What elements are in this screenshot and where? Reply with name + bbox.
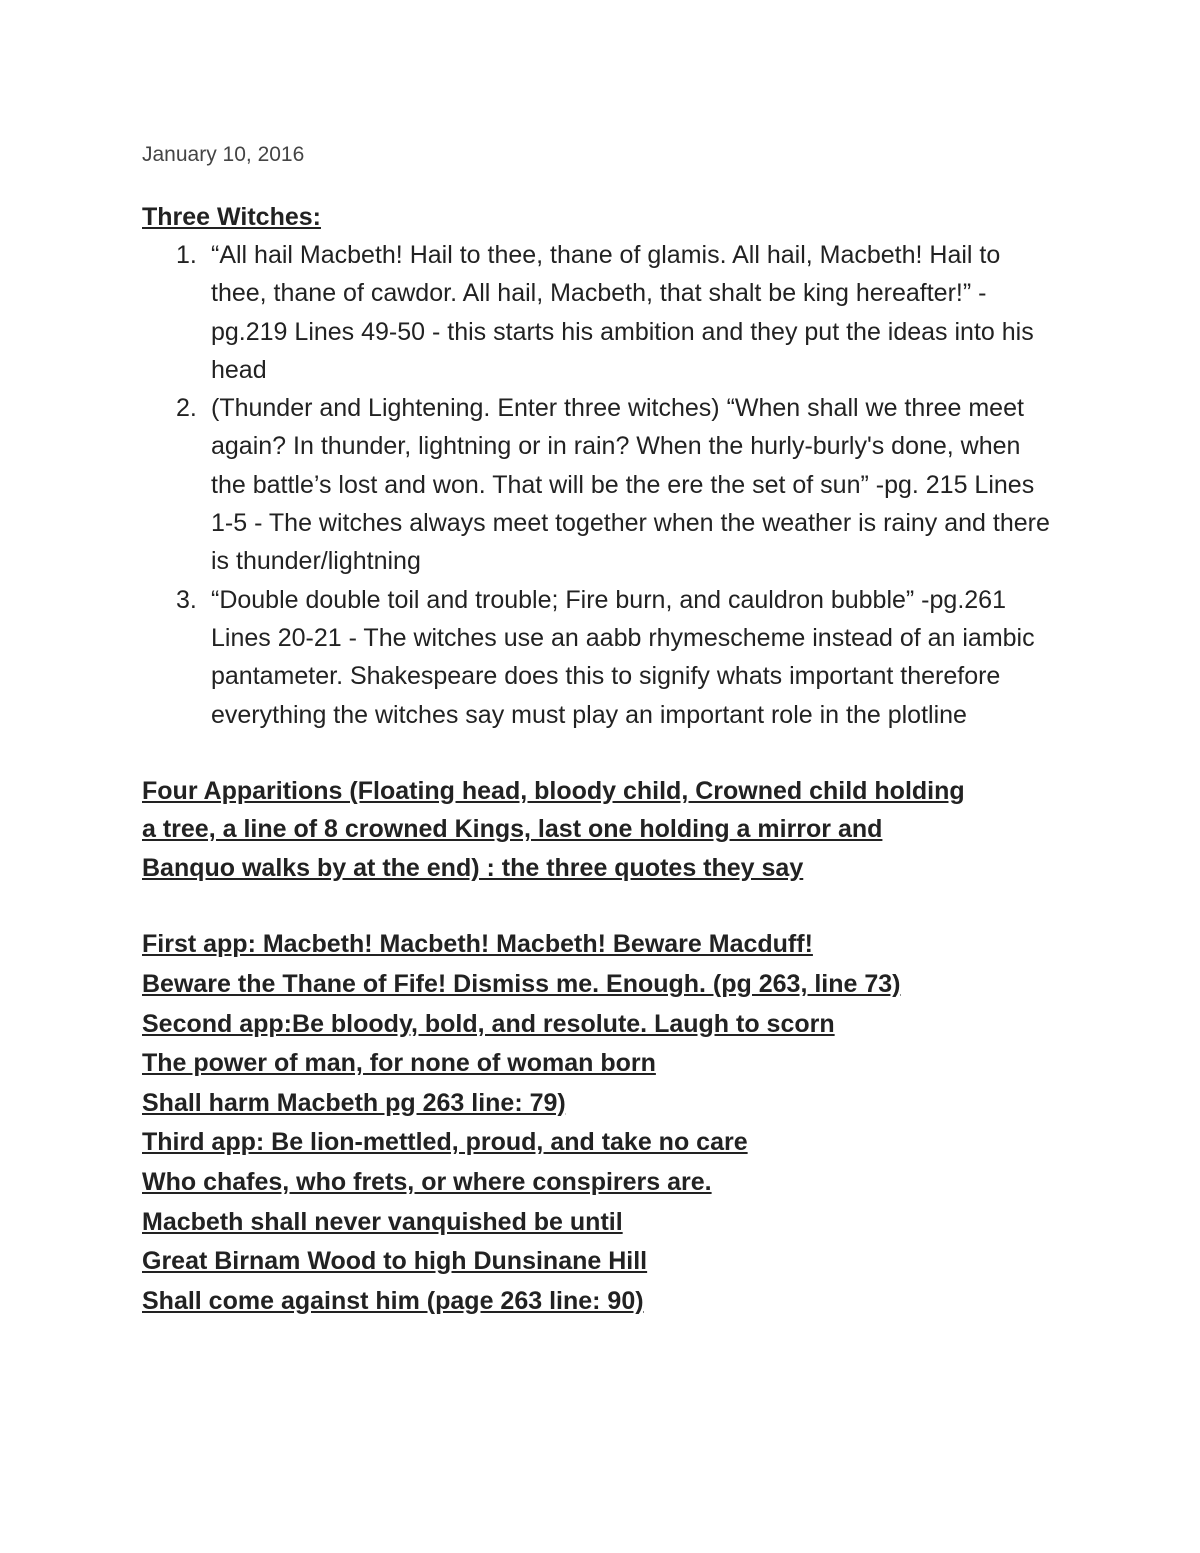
witches-quote-list [142, 236, 1062, 734]
apparition-line: Shall come against him (page 263 line: 90) [142, 1286, 644, 1315]
apparition-line: Shall harm Macbeth pg 263 line: 79) [142, 1088, 566, 1117]
apparition-line: Who chafes, who frets, or where conspirers are. [142, 1167, 712, 1196]
list-item [142, 581, 1062, 734]
paragraph-spacer [142, 734, 1062, 772]
four-apparitions-heading [142, 772, 1062, 888]
document-date: January 10, 2016 [142, 143, 305, 166]
apparition-line: Third app: Be lion-mettled, proud, and take no care [142, 1128, 748, 1157]
apparition-line: Macbeth shall never vanquished be until [142, 1207, 623, 1236]
three-witches-heading: Three Witches: [142, 203, 321, 231]
heading-line: a tree, a line of 8 crowned Kings, last one holding a mirror and [142, 815, 883, 844]
apparition-line: Great Birnam Wood to high Dunsinane Hill [142, 1247, 648, 1276]
apparition-line: The power of man, for none of woman born [142, 1049, 656, 1078]
paragraph-spacer [142, 887, 1062, 925]
heading-line: Banquo walks by at the end) : the three quotes they say [142, 853, 804, 882]
apparition-line: First app: Macbeth! Macbeth! Macbeth! Beware Macduff! [142, 930, 813, 959]
document-body [142, 138, 1062, 1321]
apparition-line: Second app:Be bloody, bold, and resolute. Laugh to scorn [142, 1009, 835, 1038]
list-item-text: (Thunder and Lightening. Enter three witches) “When shall we three meet again? In thunder, lightning or in rain? When the hurly-burly's done, when the battle’s lost and won. That will be the ere the set of sun” -pg. 215 Lines 1-5 - The witches always meet together when the weather is rainy and there is thunder/lightning [211, 394, 1050, 576]
apparition-quotes [142, 925, 1062, 1321]
list-item-text: “All hail Macbeth! Hail to thee, thane of glamis. All hail, Macbeth! Hail to thee, thane of cawdor. All hail, Macbeth, that shalt be king hereafter!” - pg.219 Lines 49-50 - this starts his ambition and they put the ideas into his head [211, 241, 1034, 384]
heading-line: Four Apparitions (Floating head, bloody child, Crowned child holding [142, 776, 965, 805]
list-item-number: 3. [176, 585, 197, 614]
list-item-text: “Double double toil and trouble; Fire burn, and cauldron bubble” -pg.261 Lines 20-21 - The witches use an aabb rhymescheme instead of an iambic pantameter. Shakespeare does this to signify whats important therefore everything the witches say must play an important role in the plotline [211, 585, 1035, 729]
apparition-line: Beware the Thane of Fife! Dismiss me. Enough. (pg 263, line 73) [142, 969, 901, 998]
list-item [142, 236, 1062, 389]
list-item-number: 1. [176, 241, 197, 269]
list-item-number: 2. [176, 394, 197, 423]
list-item [142, 389, 1062, 580]
